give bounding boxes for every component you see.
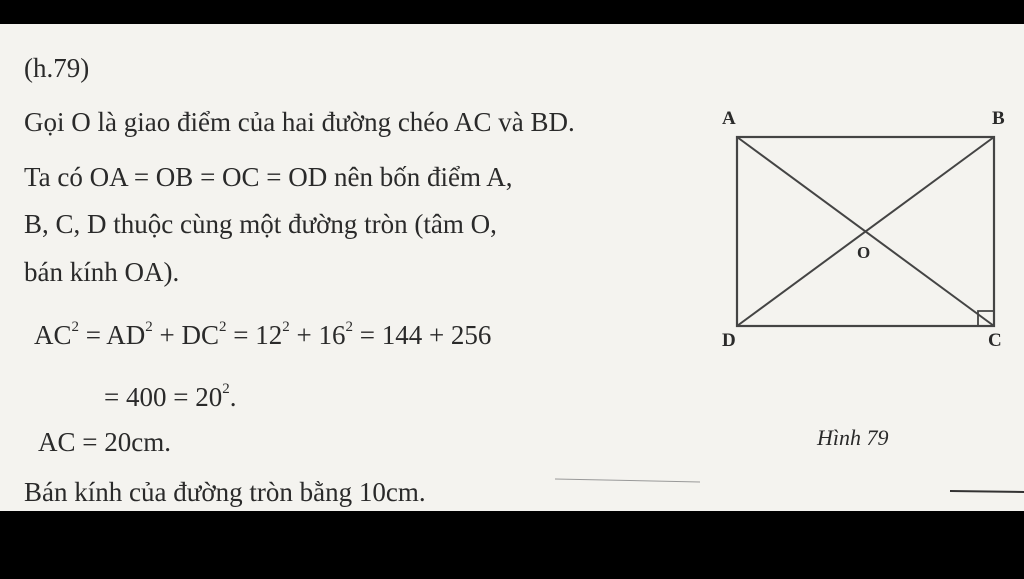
- solution-line-3: B, C, D thuộc cùng một đường tròn (tâm O,: [24, 209, 497, 239]
- eq3-lhs: AC: [38, 427, 76, 457]
- eq1-term-ad: AD: [106, 320, 146, 350]
- point-label-b: B: [992, 108, 1005, 129]
- eq3-equals: =: [82, 427, 98, 457]
- figure-caption: Hình 79: [817, 425, 889, 450]
- point-label-a: A: [722, 108, 736, 129]
- solution-line-2: Ta có OA = OB = OC = OD nên bốn điểm A,: [24, 162, 513, 192]
- conclusion-line: Bán kính của đường tròn bằng 10cm.: [24, 477, 426, 507]
- solution-line-1: Gọi O là giao điểm của hai đường chéo AC và BD.: [24, 107, 575, 137]
- point-label-d: D: [722, 330, 736, 351]
- solution-line-4: bán kính OA).: [24, 257, 180, 287]
- eq1-term-12: = 12: [233, 320, 283, 350]
- eq1-term-dc: + DC: [159, 320, 219, 350]
- eq1-16-exponent: 2: [345, 319, 353, 335]
- decorative-rule-right: [950, 491, 1024, 492]
- point-label-c: C: [988, 330, 1002, 351]
- reference-number: (h.79): [24, 53, 90, 83]
- eq3-value: 20cm.: [104, 427, 171, 457]
- textbook-page: [0, 24, 1024, 511]
- eq1-lhs: AC: [34, 320, 72, 350]
- eq1-12-exponent: 2: [282, 319, 290, 335]
- eq2-value: = 400 = 20: [104, 382, 223, 412]
- eq1-ad-exponent: 2: [145, 319, 153, 335]
- point-label-o: O: [857, 243, 871, 262]
- eq1-lhs-exponent: 2: [71, 319, 80, 335]
- eq1-dc-exponent: 2: [219, 319, 227, 335]
- eq1-term-16: + 16: [296, 320, 346, 350]
- eq1-result: = 144 + 256: [359, 320, 492, 350]
- decorative-rule-left: [555, 479, 700, 482]
- eq2-exponent: 2: [222, 381, 230, 397]
- eq1-equals: =: [85, 320, 101, 350]
- eq2-end: .: [229, 382, 237, 412]
